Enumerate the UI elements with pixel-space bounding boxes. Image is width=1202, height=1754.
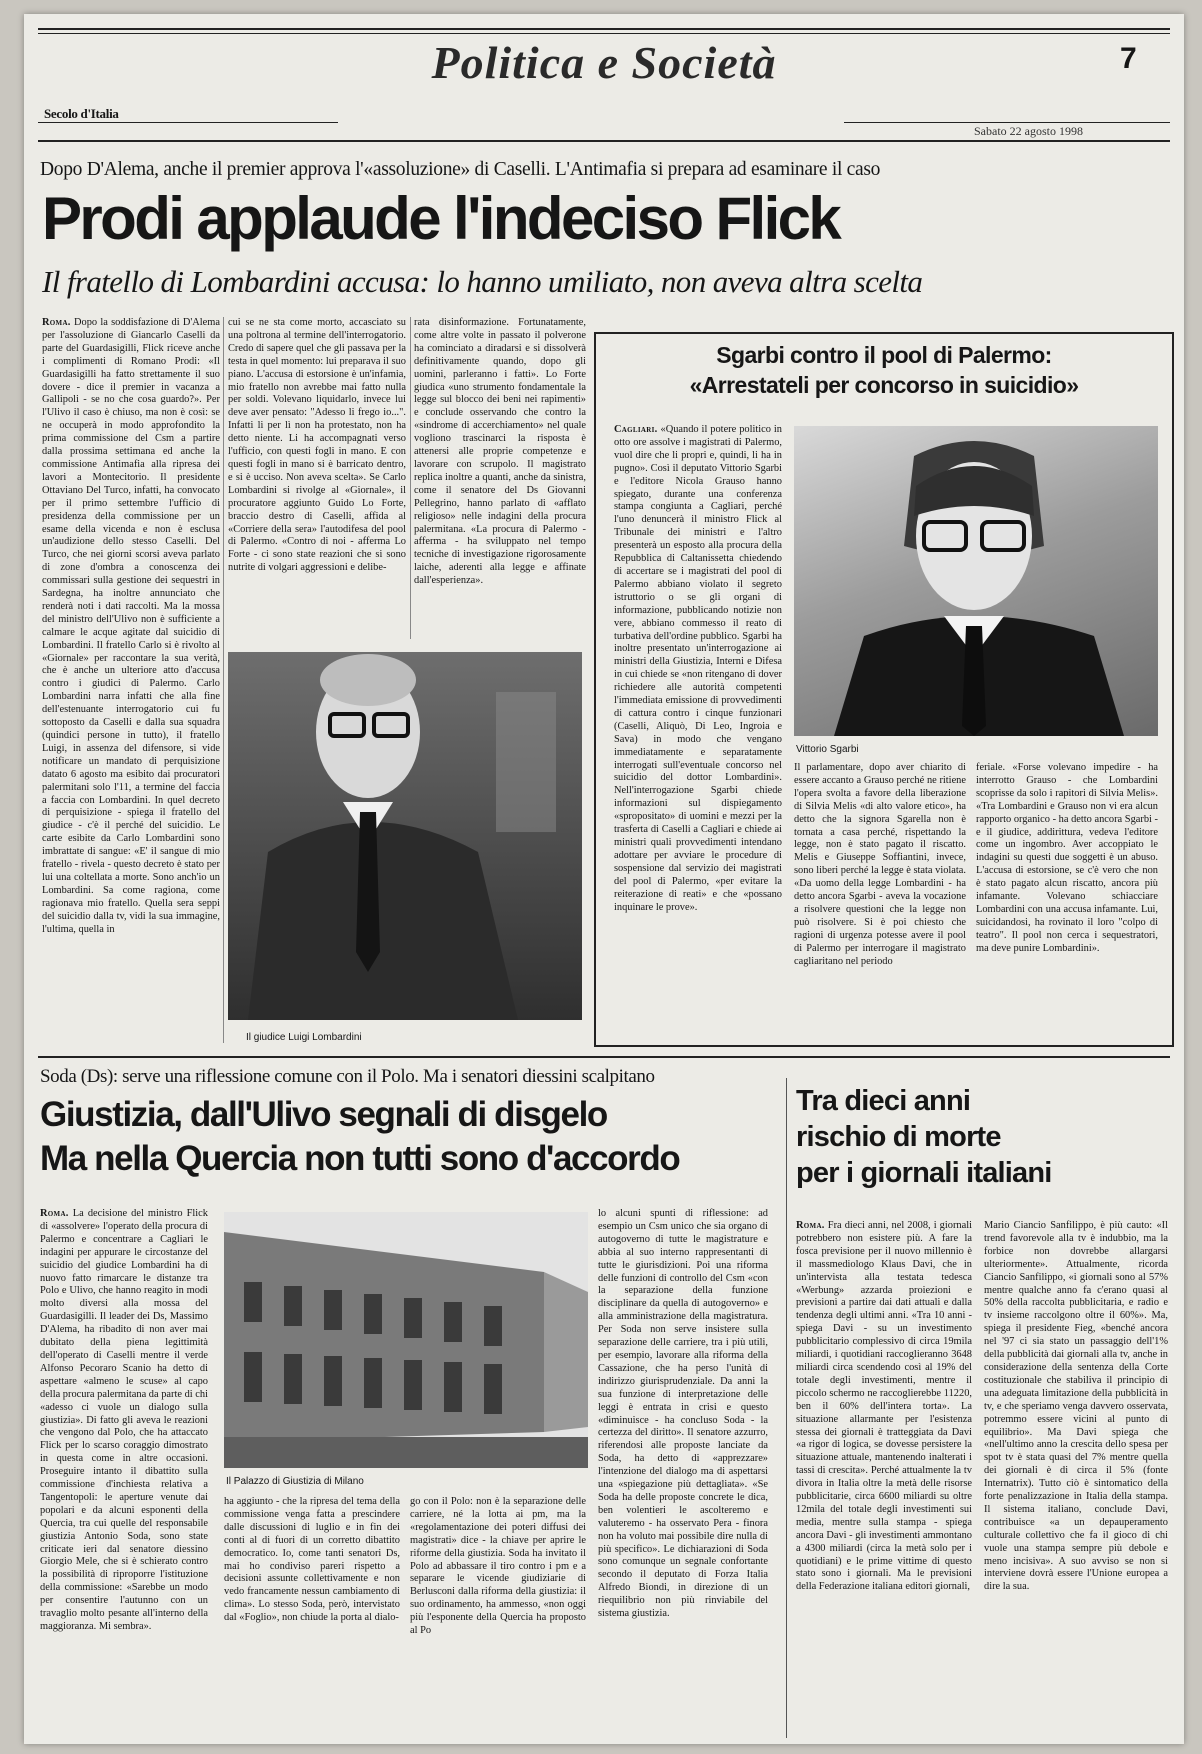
paper-name: Secolo d'Italia (44, 106, 119, 121)
sgarbi-portrait-illustration (794, 426, 1158, 736)
main-dateline: Roma. (42, 317, 71, 328)
side-text-col2: Mario Ciancio Sanfilippo, è più cauto: «Il trend favorevole alla tv è indubbio, ma la forbice non dovrebbe allargarsi ulteriormente». Attualmente, ricorda Ciancio Sanfilippo, «i giornali sono al 57% mentre qualche anno fa c'erano quasi al 50% della raccolta pubblicitaria, e radio e tv insieme raccolgono oltre il 60%». Ma, spiega il presidente Fieg, «benché ancora nel '97 ci sia stato un passaggio dell'1% della pubblicità dai giornali alla tv, anche in considerazione della sentenza della Corte costituzionale che stabiliva il principio di una adeguata limitazione della pubblicità in tv, e che speriamo venga davvero osservata, potremmo essere vicini al punto di equilibrio». Ma Davi spiega che «nell'ultimo anno la crescita dello spesa per spot tv è stata quasi del 7% mentre quella dei giornali è di circa il 5% (fonte Internatrix). Tutto ciò è sintomatico della forte penalizzazione in Italia della stampa. Il sistema italiano, conclude Davi, contribuisce «a un depauperamento culturale collettivo che fa il gioco di chi vuole una stampa sempre più debole e meno incisiva». A suo avviso se non si interviene dovrà essere l'Unione europea a dire la sua. (984, 1220, 1168, 1593)
second-col-3 (410, 1496, 586, 1738)
main-col-2 (228, 317, 406, 639)
sgarbi-text-col1: «Quando il potere politico in otto ore assolve i magistrati di Palermo, vuol dire che li propri e, quindi, li ha in pugno». Così il deputato Vittorio Sgarbi e l'editore Nicola Grauso hanno spiegato, durante una conferenza stampa congiunta a Cagliari, perché l'uno denuncerà il ministro Flick al Tribunale dei ministri e l'altro presenterà un esposto alla procura della Repubblica di Caltanissetta chiedendo di accertare se i magistrati del pool di Palermo abbiano violato il segreto istruttorio o se gli organi di informazione, pubblicando notizie non vere, abbiano commesso il reato di turbativa dell'ordine pubblico. Sgarbi ha inoltre presentato un'interrogazione ai ministri della Giustizia, Interni e Difesa in cui chiede se «non ritengano di dover richiedere alle autorità competenti l'immediata emissione di provvedimenti di cattura contro i cinque funzionari (Caselli, Aliquò, Di Leo, Ingroia e Sava) in modo che vengano immediatamente e separatamente interrogati sull'eventuale concorso nel suicidio del dottor Lombardini». Nell'interrogazione Sgarbi chiede informazioni sul dispiegamento «spropositato» di uomini e mezzi per la trasferta di Caselli a Cagliari e chiede ai ministri quali provvedimenti intendano adottare per avviare le procedure di sospensione dal servizio dei magistrati del pool di Palermo, «per evitare la reiterazione di reati» e che «possano inquinare le prove». (614, 424, 782, 913)
main-text-col3: rata disinformazione. Fortunatamente, come altre volte in passato il polverone ha cominciato a diradarsi e si dissolverà definitivamente quando, dopo gli uomini, parleranno i fatti». Lo Forte giudica «uno strumento fondamentale la legge sul blocco dei beni nei rapimenti» e conclude osservando che contro la «sindrome di accerchiamento» nel quale vogliono trascinarci la risposta è attenersi alle proprie competenze e lavorare con scrupolo. Il magistrato replica inoltre a quanti, anche da sinistra, come il senatore del Ds Giovanni Pellegrino, hanno parlato di «afflato religioso» nelle indagini della procura palermitana. «La procura di Palermo - afferma - ha sviluppato nel tempo tecniche di investigazione rigorosamente laiche, aderenti alla legge e affinate dall'esperienza». (414, 317, 586, 587)
sgarbi-headline-2: «Arrestateli per concorso in suicidio» (689, 372, 1079, 398)
lombardini-photo (228, 652, 582, 1020)
palazzo-caption: Il Palazzo di Giustizia di Milano (226, 1476, 364, 1487)
sgarbi-text-col3: feriale. «Forse volevano impedire - ha interrotto Grauso - che Lombardini scoprisse da solo i rapitori di Silvia Melis». «Tra Lombardini e Grauso non vi era alcun rapporto organico - ha detto ancora Sgarbi - e il giudice, addirittura, vedeva l'editore come un ingombro. Aver accoppiato le indagini su questi due soggetti è un abuso. L'accusa di estorsione, se c'è vero che non è stato pagato alcun riscatto, ancora più infamante. Volevano schiacciare Lombardini con una accusa infamante. Lui, suicidandosi, ha rovinato il loro "colpo di teatro". Il pool non cerca i sequestratori, ma deve punire Lombardini». (976, 762, 1158, 954)
sgarbi-col-3 (976, 762, 1158, 1036)
masthead-rule-left (38, 122, 338, 123)
palazzo-building-illustration (224, 1212, 588, 1468)
side-headline-2: rischio di morte (796, 1121, 1001, 1153)
side-text-col1: Fra dieci anni, nel 2008, i giornali potrebbero non esistere più. A fare la fosca previsione per il nuovo millennio è il massmediologo Klaus Davi, che in un'intervista alla testata tedesca «Werbung» azzarda proiezioni e previsioni a partire dai dati attuali e dalla tendenza degli ultimi anni. «Tra 10 anni - spiega Davi - su un investimento pubblicitario complessivo di circa 19mila miliardi, i quotidiani raccoglieranno 3648 miliardi circa scendendo così al 19% del totale degli investimenti, mentre il piccolo schermo ne raccoglierebbe 11220, ben il 60% dell'intera torta». La situazione allarmante per l'esistenza stessa dei giornali è tratteggiata da Davi «a rigor di logica, se dovesse persistere la situazione attuale, mantenendo inalterati i tassi di crescita». Perché attualmente la tv divora in Italia oltre la metà delle risorse pubblicitarie, circa 6600 miliardi su oltre 12mila del totale degli investimenti sui media, mentre sulla stampa - spiega ancora Davi - gli investimenti ammontano a 4300 miliardi (circa la metà solo per i quotidiani) e le prime vittime di questo stato sono i giornali. Ma le previsioni della Federazione italiana editori giornali, (796, 1220, 972, 1593)
sgarbi-caption: Vittorio Sgarbi (796, 744, 859, 755)
masthead-rule-bottom (38, 140, 1170, 142)
side-headline-1: Tra dieci anni (796, 1085, 971, 1117)
side-col-1 (796, 1220, 972, 1738)
col-divider-2 (410, 317, 411, 639)
page-number: 7 (1120, 42, 1137, 75)
main-col-1 (42, 317, 220, 1043)
main-text-col2: cui se ne sta come morto, accasciato su una poltrona al termine dell'interrogatorio. Credo di sapere quel che gli passava per la testa in quel momento: lui preparava il suo piano. L'accusa di estorsione è un'infamia, mio fratello non avrebbe mai fatto nulla per soldi. Volevano liquidarlo, invece lui deve aver pensato: "Adesso li frego io...". Infatti li per lì non ha protestato, non ha detto niente. Li ha accompagnati verso l'ufficio, con questi fogli in mano. E con questi fogli in mano si è barricato dentro, e si è ucciso. Non aveva scelta». Se Carlo Lombardini si rivolge al «Giornale», il procuratore aggiunto Guido Lo Forte, braccio destro di Caselli, affida al «Corriere della sera» l'autodifesa del pool di Palermo. «Contro di noi - afferma Lo Forte - ci sono state reazioni che si sono nutrite di volgari aggressioni e delibe- (228, 317, 406, 574)
section-title: Politica e Società (431, 37, 777, 88)
sgarbi-photo (794, 426, 1158, 736)
palazzo-photo (224, 1212, 588, 1468)
top-rule (38, 28, 1170, 30)
second-col-4 (598, 1208, 768, 1738)
second-dateline: Roma. (40, 1208, 69, 1219)
lombardini-portrait-illustration (228, 652, 582, 1020)
lombardini-caption: Il giudice Luigi Lombardini (246, 1032, 362, 1043)
col-divider-1 (223, 317, 224, 1043)
second-headline-2: Ma nella Quercia non tutti sono d'accordo (40, 1139, 680, 1178)
sgarbi-dateline: Cagliari. (614, 424, 658, 435)
top-rule-thin (38, 33, 1170, 34)
second-text-col1: La decisione del ministro Flick di «assolvere» l'operato della procura di Palermo e concentrare a Cagliari le indagini per appurare le circostanze del suicidio del giudice Lombardini ha di nuovo fatto rimarcare le distanze tra Polo e Ulivo, che hanno reagito in modi molto diversi alla mossa del Guardasigilli. Il leader dei Ds, Massimo D'Alema, ha ribadito di non aver mai dubitato della piena legittimità dell'operato di Caselli mentre il verde Alfonso Pecoraro Scanio ha detto di aspettare «almeno le scuse» al capo della procura palermitana da parte di chi «adesso ci vuole un dialogo sulla giustizia». Di fatto gli aveva le reazioni che vengono dal Polo, che ha attaccato Flick per lo scarso coraggio dimostrato in questa come in altre occasioni. Proseguire intanto il dibattito sulla commissione d'inchiesta relativa a Tangentopoli: le aperture venute dai popolari e da alcuni esponenti della Quercia, tra cui quelle del responsabile giustizia Antonio Soda, sono state criticate ieri dal senatore diessino Giorgio Mele, che si è schierato contro la possibilità di riproporre l'istituzione della commissione: «Sarebbe un modo per consentire l'autunno con un travaglio molto pesante all'interno della maggioranza. Mi sembra». (40, 1208, 208, 1632)
issue-date: Sabato 22 agosto 1998 (974, 124, 1083, 138)
main-col-3 (414, 317, 586, 639)
sgarbi-text-col2: Il parlamentare, dopo aver chiarito di essere accanto a Grauso perché ne ritiene l'opera svolta a favore della liberazione di Silvia Melis «di alto valore etico», ha detto che la signora Sgarella non è tornata a casa perché, rispettando la legge, non è stato pagato il riscatto. Melis e Giuseppe Soffiantini, invece, sono liberi perché la legge è stata violata. «Da uomo della legge Lombardini - ha detto ancora Sgarbi - aveva la vocazione a risolvere questioni che la legge non può risolvere. Si è poi chiesto che ragioni di urgenza potesse avere il pool di Palermo per interrogare il magistrato cagliaritano nel periodo (794, 762, 966, 967)
second-text-col3: go con il Polo: non è la separazione delle carriere, né la lotta ai pm, ma la «regolamentazione dei poteri diffusi dei magistrati» dice - la chiave per aprire le riforme della giustizia. Soda ha invitato il Polo ad abbassare il tiro contro i pm e a separare le vicende giudiziarie di Berlusconi dalla riforma della giustizia: il suo ordinamento, ha ammesso, «non oggi più l'esponente della Quercia ha proposto al Po (410, 1496, 586, 1637)
sgarbi-col-2 (794, 762, 966, 1036)
second-headline-1: Giustizia, dall'Ulivo segnali di disgelo (40, 1095, 607, 1134)
masthead-rule-right (844, 122, 1170, 123)
sgarbi-headline-1: Sgarbi contro il pool di Palermo: (716, 342, 1052, 368)
main-headline: Prodi applaude l'indeciso Flick (42, 185, 840, 252)
second-col-1 (40, 1208, 208, 1738)
side-headline-3: per i giornali italiani (796, 1157, 1052, 1189)
main-text-col1: Dopo la soddisfazione di D'Alema per l'assoluzione di Giancarlo Caselli da parte del Guardasigilli, Flick riceve anche i complimenti di Romano Prodi: «Il Guardasigilli ha fatto strettamente il suo dovere - dice il premier in vacanza a Gallipoli - se no che cosa guardo?». Per l'Ulivo il caso è chiuso, ma non è così: se ne occuperà in modo approfondito la prima commissione del Csm a partire dalla prossima settimana ed anche la commissione Antimafia alla ripresa dei lavori a Montecitorio. Il presidente Ottaviano Del Turco, infatti, ha convocato per il primo settembre l'ufficio di presidenza della commissione per un esame della vicenda e non è esclusa un'audizione dello stesso Caselli. Del Turco, che nei giorni scorsi aveva parlato di zone d'ombra a conoscenza dei commissari sulla gestione dei sequestri in Sardegna, ha inoltre annunciato che renderà noti i dati raccolti. Ma la mossa del ministro dell'Ulivo non è sufficiente a calmare le acque agitate dal suicidio di Lombardini. Il fratello Carlo si è rivolto al «Giornale» per raccontare la sua verità, che è anche un ulteriore atto d'accusa contro i giudici di Palermo. Carlo Lombardini narra infatti che alla fine dell'estenuante interrogatorio cui fu sottoposto da Caselli e dalla sua squadra (quindici persone in tutto), il fratello Luigi, in assenza del difensore, si vide notificare un mandato di perquisizione datato 6 agosto ma esibito dai procuratori palermitani solo l'11, a termine del faccia a faccia con Lombardini. In quel decreto di perquisizione - spiega il fratello del giudice - c'è il perché del suicidio. Le carte esibite da Carlo Lombardini sono imbrattate di sangue: «E' il sangue di mio fratello - rivela - questo decreto è stato per lui una coltellata a morte. Sono anch'io un Lombardini. Sa come ragiona, come ragionava mio fratello. Quella sera seppi del suicidio dalla tv, vidi la sua immagine, l'ultima, quella in (42, 317, 220, 935)
side-col-2 (984, 1220, 1168, 1738)
second-text-col4: lo alcuni spunti di riflessione: ad esempio un Csm unico che sia organo di autogoverno di tutte le magistrature e abbia al suo interno rappresentanti di tutte le giurisdizioni. Poi una riforma delle funzioni di controllo del Csm «con la separazione della funzione disciplinare da quella di autogoverno» e alla amministrazione della magistratura. Per Soda non serve insistere sulla separazione delle carriere, tra i più utili, per esempio, lavorare alla riforma della Cassazione, che ha perso l'unità di indirizzo giurisprudenziale. Da anni la sua funzione di interpretazione delle leggi è entrata in crisi e questo «diminuisce - ha concluso Soda - la certezza del diritto». Il senatore azzurro, riferendosi alle proposte lanciate da Soda, ha detto di «apprezzare» l'intenzione del dialogo ma di aspettarsi una «spiegazione più dettagliata». «Se Soda ha delle proposte concrete le dica, ben volentieri le ascolteremo e valuteremo - ha osservato Pera - finora non ha voluto mai possibile dire nulla di più specifico». Le dichiarazioni di Soda sono comunque un segnale confortante secondo il deputato di Forza Italia Alfredo Biondi, in direzione di un riequilibrio non più rinviabile del sistema giustizia. (598, 1208, 768, 1620)
second-kicker: Soda (Ds): serve una riflessione comune con il Polo. Ma i senatori diessini scalpitano (40, 1066, 655, 1087)
section-divider (38, 1056, 1170, 1058)
sgarbi-col-1 (614, 424, 782, 1036)
second-col-2 (224, 1496, 400, 1738)
main-subheadline: Il fratello di Lombardini accusa: lo hanno umiliato, non aveva altra scelta (42, 264, 923, 299)
second-text-col2: ha aggiunto - che la ripresa del tema della commissione venga fatta a prescindere dalle discussioni di luglio e in fin dei conti al di fuori di un corretto dibattito democratico. Io, come tanti senatori Ds, mai ho condiviso pareri rispetto a decisioni assunte collettivamente e non vedo francamente nessun cambiamento di clima». Lo stesso Soda, però, intervistato dal «Foglio», non chiude la porta al dialo- (224, 1496, 400, 1624)
side-divider (786, 1078, 787, 1738)
newspaper-page (24, 14, 1184, 1744)
main-kicker: Dopo D'Alema, anche il premier approva l'«assoluzione» di Caselli. L'Antimafia si prepara ad esaminare il caso (40, 159, 881, 180)
side-dateline: Roma. (796, 1220, 825, 1231)
